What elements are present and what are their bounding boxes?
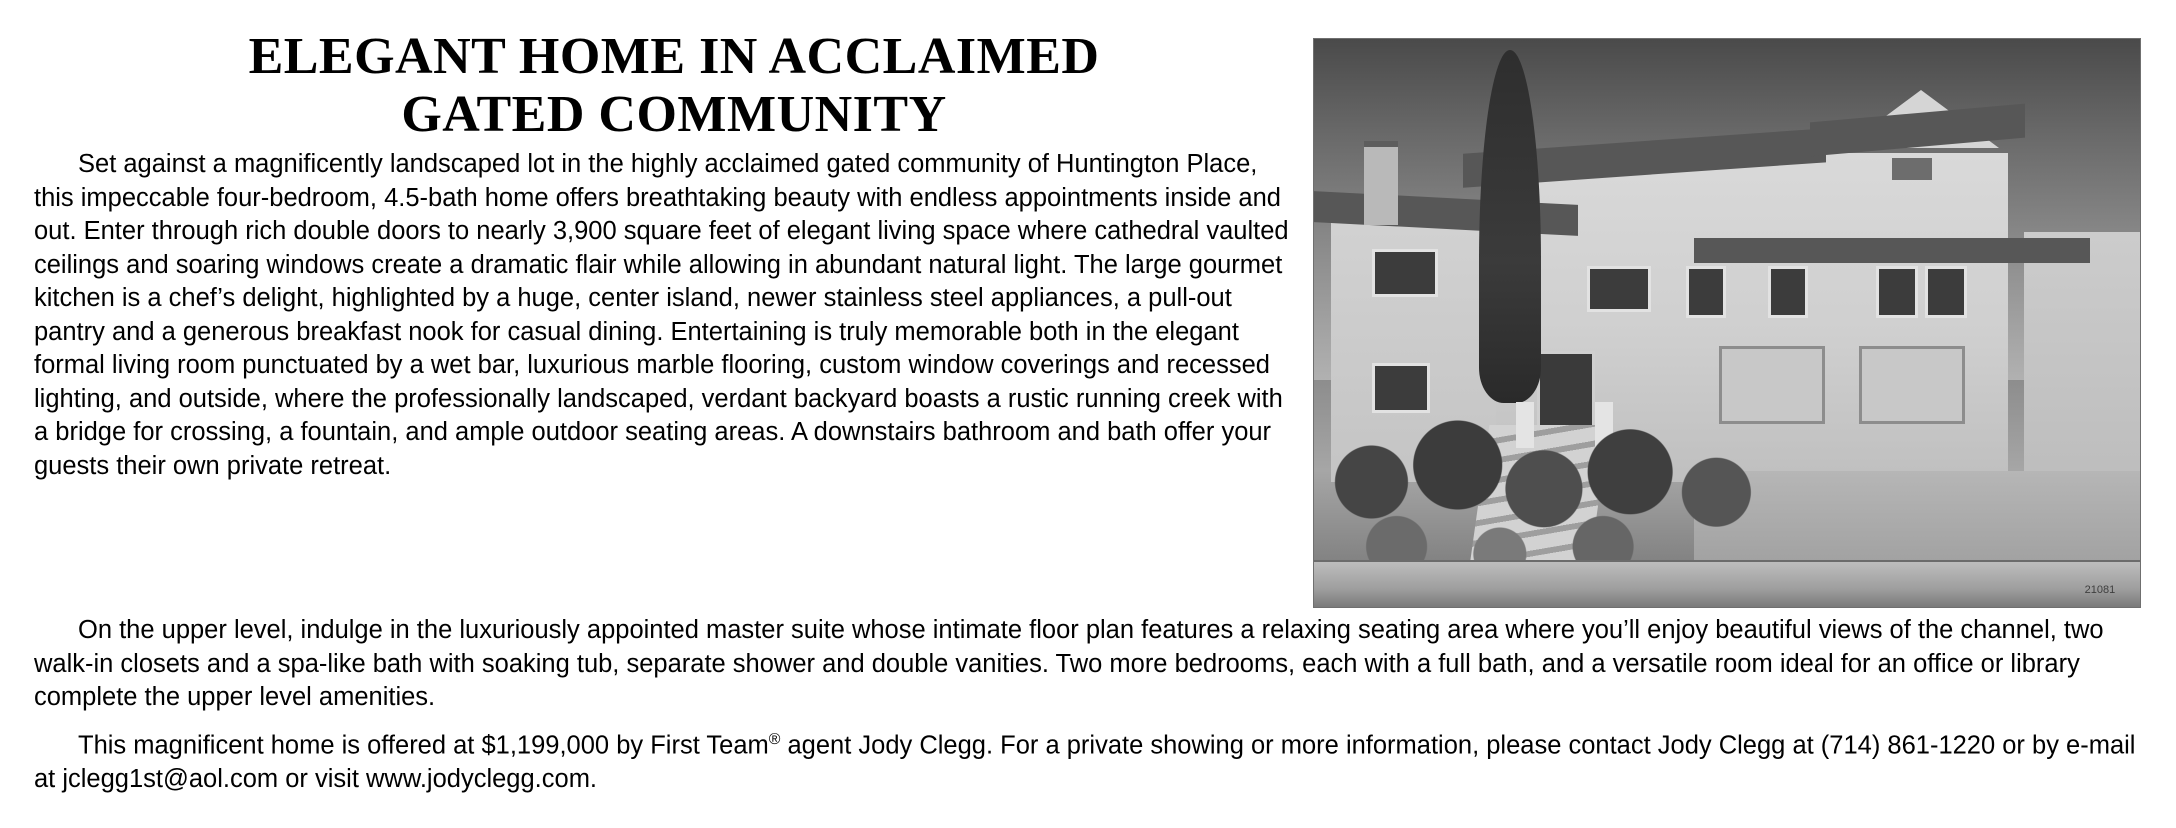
body-paragraph-1: Set against a magnificently landscaped lot in the highly acclaimed gated community of Huntington Place, this impeccable four-bedroom, 4.5-bath home offers breathtaking beauty with endless appointments inside and out. Enter through rich double doors to nearly 3,900 square feet of elegant living space where cathedral vaulted ceilings and soaring windows create a dramatic flair while allowing in abundant natural light. The large gourmet kitchen is a chef’s delight, highlighted by a huge, center island, newer stainless steel appliances, a pull-out pantry and a generous breakfast nook for casual dining. Entertaining is truly memorable both in the elegant formal living room punctuated by a wet bar, luxurious marble flooring, custom window coverings and recessed lighting, and outside, where the professionally landscaped, verdant backyard boasts a rustic running creek with a bridge for crossing, a fountain, and ample outdoor seating areas. A downstairs bathroom and bath offer your guests their own private retreat. xyxy=(34,150,1289,480)
window xyxy=(1587,266,1651,312)
page-title xyxy=(34,28,1304,144)
curb-address-label: 21081 xyxy=(2084,583,2116,596)
house-right-wing xyxy=(2024,232,2140,482)
chimney xyxy=(1364,141,1398,225)
body-paragraph-3 xyxy=(34,723,2142,797)
body-column-left xyxy=(34,148,1304,483)
roof-garage-eave xyxy=(1694,238,2090,264)
contact-text-part-2: agent Jody Clegg. For a private showing or more information, please contact Jody Clegg at (714) 861-1220 or by e-mail at jclegg1st@aol.com or visit www.jodyclegg.com. xyxy=(34,731,2136,793)
property-photo xyxy=(1313,38,2141,608)
attic-vent xyxy=(1892,158,1932,180)
window xyxy=(1925,266,1967,318)
window xyxy=(1768,266,1808,318)
headline-line-2: GATED COMMUNITY xyxy=(401,86,947,143)
contact-text-part-1: This magnificent home is offered at $1,199,000 by First Team xyxy=(78,731,769,759)
body-paragraph-2: On the upper level, indulge in the luxuriously appointed master suite whose intimate floor plan features a relaxing seating area where you’ll enjoy beautiful views of the channel, two walk-in closets and a spa-like bath with soaking tub, separate shower and double vanities. Two more bedrooms, each with a full bath, and a versatile room ideal for an office or library complete the upper level amenities. xyxy=(34,616,2104,711)
street xyxy=(1314,560,2140,607)
house-photo-image xyxy=(1313,38,2141,608)
window xyxy=(1686,266,1726,318)
window xyxy=(1876,266,1918,318)
body-full-width xyxy=(34,614,2142,804)
window xyxy=(1372,249,1438,297)
headline-line-1: ELEGANT HOME IN ACCLAIMED xyxy=(248,28,1100,85)
garage-door xyxy=(1859,346,1965,424)
registered-trademark-mark: ® xyxy=(768,730,781,748)
